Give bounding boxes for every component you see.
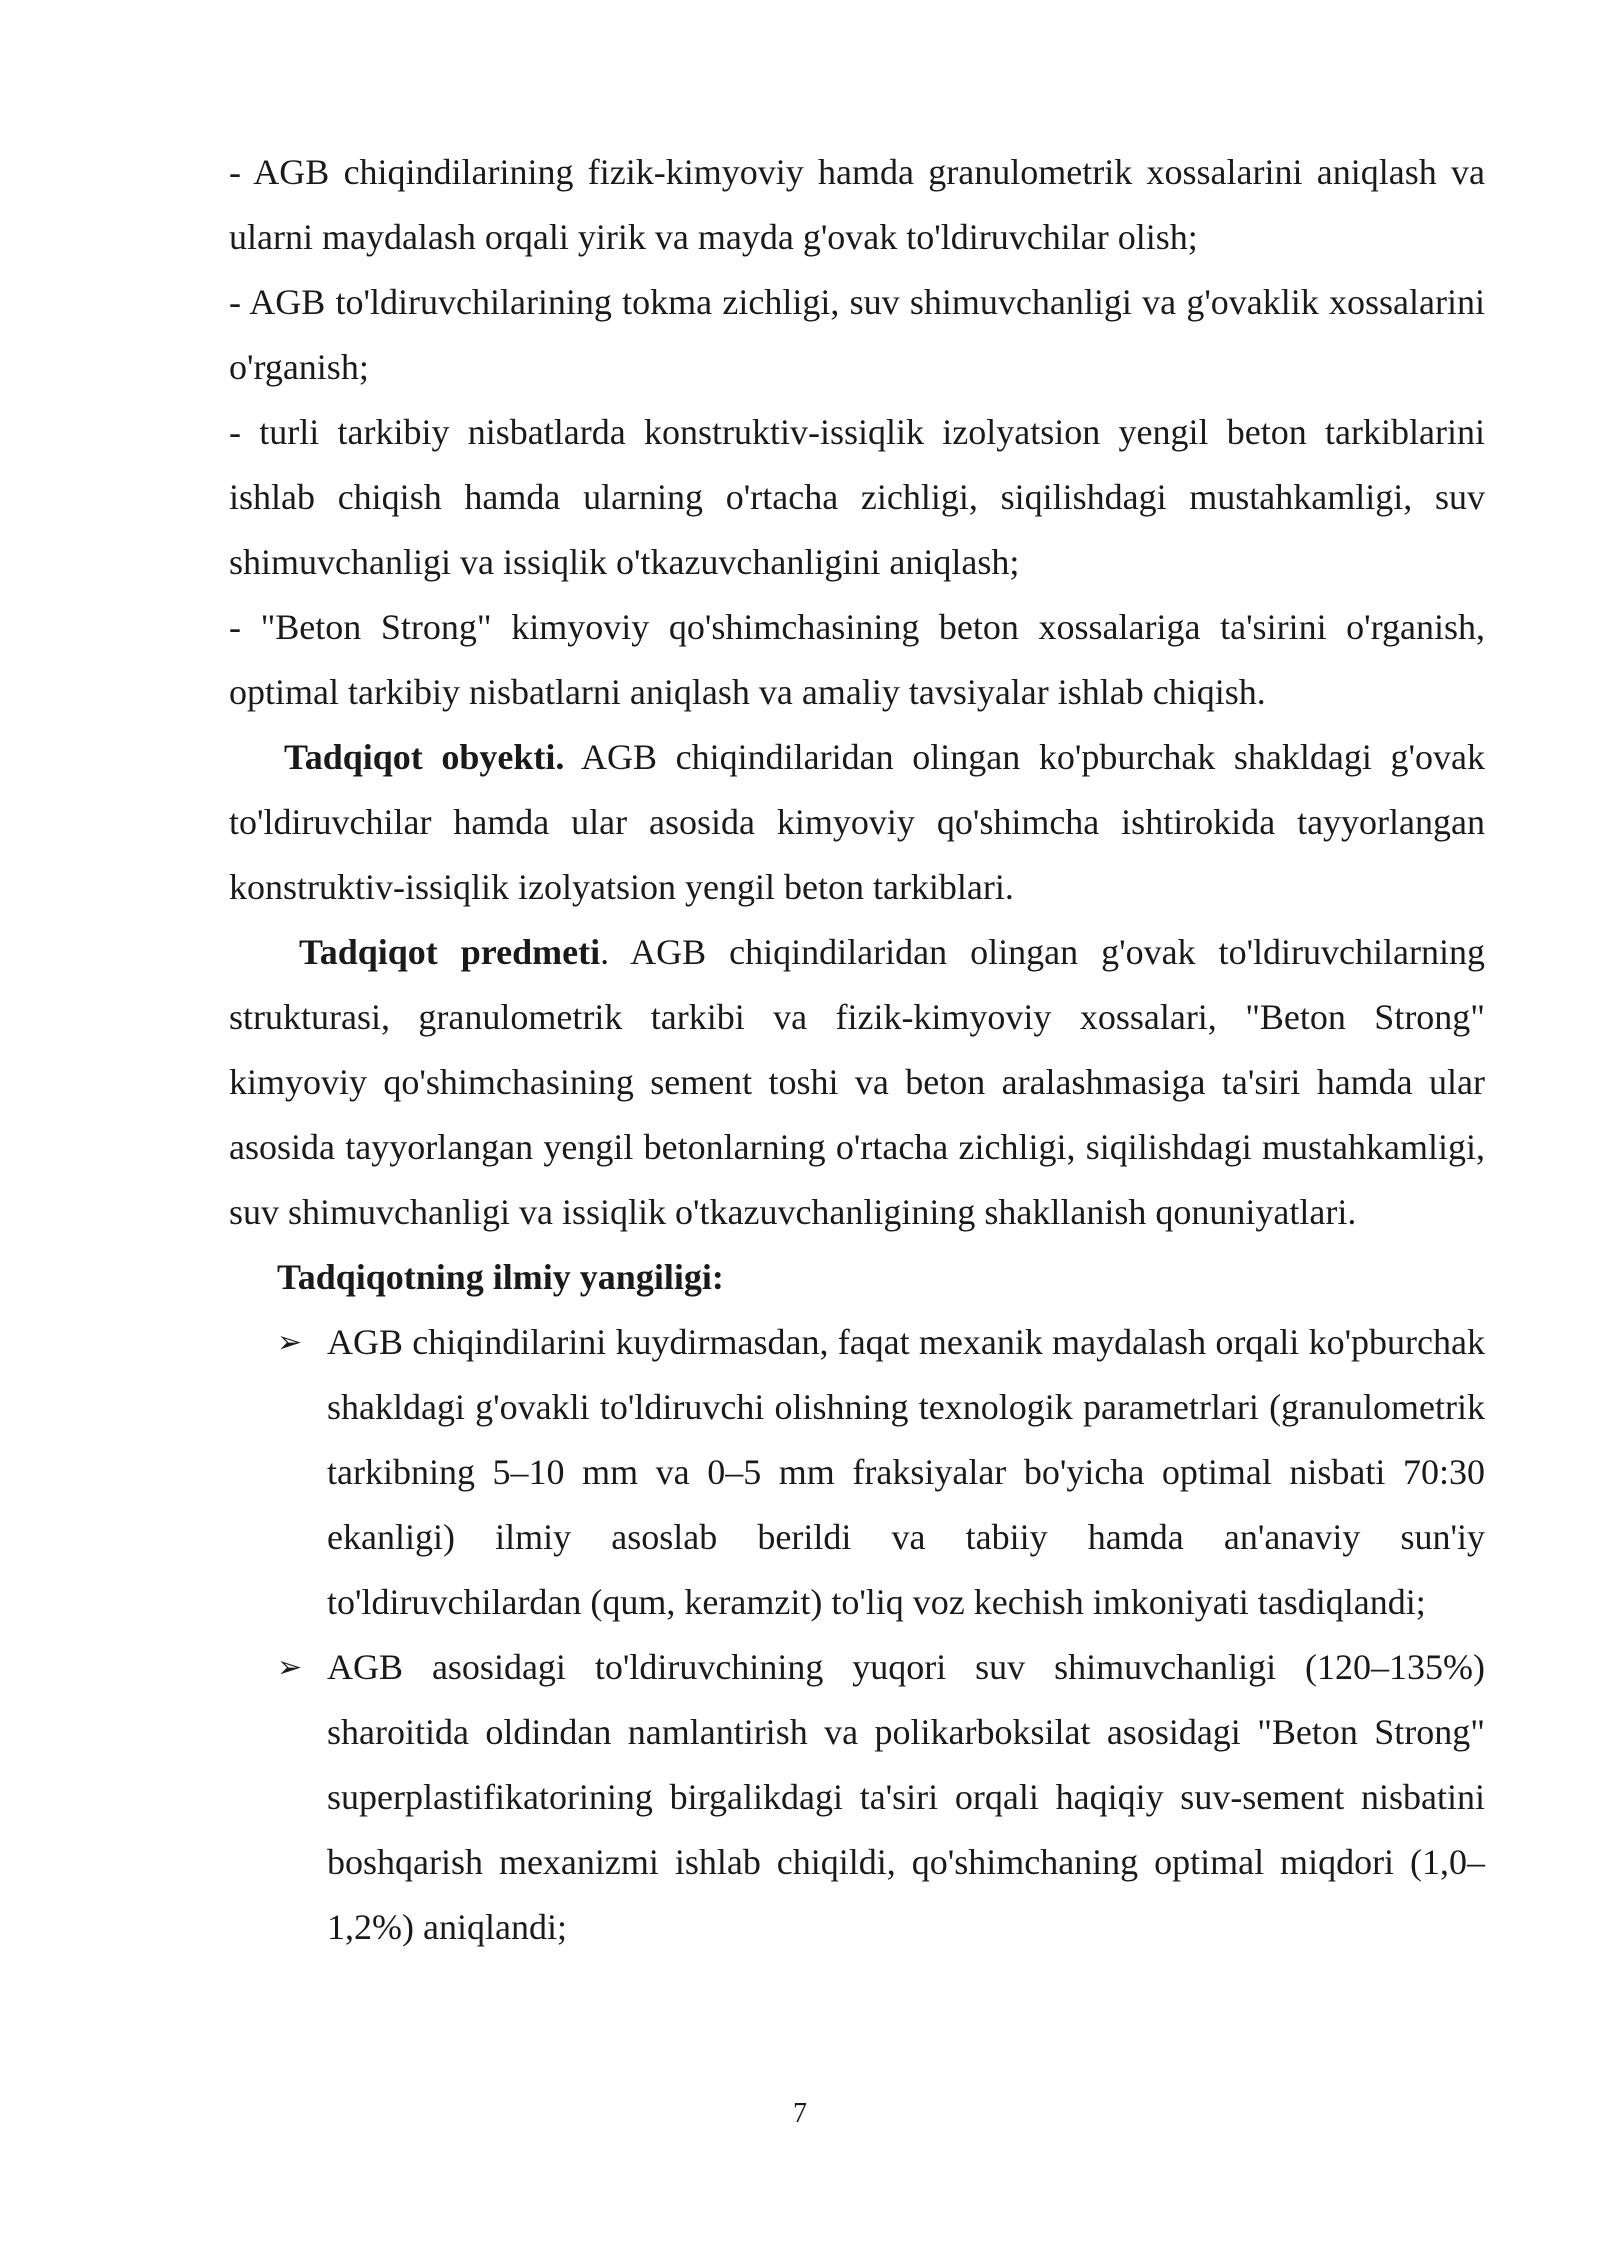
novelty-item-text: AGB asosidagi to'ldiruvchining yuqori suv shimuvchanligi (120–135%) sharoitida oldindan namlantirish va polikarboksilat asosidagi "Beton Strong" superplastifikatorining birgalikdagi ta'siri orqali haqiqiy suv-sement nisbatini boshqarish mexanizmi ishlab chiqildi, qo'shimchaning optimal miqdori (1,0–1,2%) aniqlandi; bbox=[327, 1647, 1485, 1947]
document-page bbox=[229, 140, 1485, 1960]
novelty-item-1 bbox=[229, 1310, 1485, 1635]
page-number: 7 bbox=[793, 2098, 807, 2129]
research-object-paragraph bbox=[229, 725, 1485, 920]
task-item-3: - turli tarkibiy nisbatlarda konstruktiv-issiqlik izolyatsion yengil beton tarkiblarini ishlab chiqish hamda ularning o'rtacha zichligi, siqilishdagi mustahkamligi, suv shimuvchanligi va issiqlik o'tkazuvchanligini aniqlash; bbox=[229, 412, 1485, 582]
research-object-label: Tadqiqot obyekti. bbox=[284, 737, 565, 777]
arrow-bullet-icon: ➢ bbox=[277, 1650, 303, 1685]
novelty-heading: Tadqiqotning ilmiy yangiligi: bbox=[277, 1257, 724, 1297]
task-item-4: - "Beton Strong" kimyoviy qo'shimchasining beton xossalariga ta'sirini o'rganish, optimal tarkibiy nisbatlarni aniqlash va amaliy tavsiyalar ishlab chiqish. bbox=[229, 607, 1485, 712]
novelty-item-text: AGB chiqindilarini kuydirmasdan, faqat mexanik maydalash orqali ko'pburchak shakldagi g'ovakli to'ldiruvchi olishning texnologik parametrlari (granulometrik tarkibning 5–10 mm va 0–5 mm fraksiyalar bo'yicha optimal nisbati 70:30 ekanligi) ilmiy asoslab berildi va tabiiy hamda an'anaviy sun'iy to'ldiruvchilardan (qum, keramzit) to'liq voz kechish imkoniyati tasdiqlandi; bbox=[327, 1322, 1485, 1622]
task-item-1: - AGB chiqindilarining fizik-kimyoviy hamda granulometrik xossalarini aniqlash va ularni maydalash orqali yirik va mayda g'ovak to'ldiruvchilar olish; bbox=[229, 152, 1485, 257]
novelty-list bbox=[229, 1310, 1485, 1960]
task-item-2: - AGB to'ldiruvchilarining tokma zichligi, suv shimuvchanligi va g'ovaklik xossalarini o'rganish; bbox=[229, 282, 1485, 387]
arrow-bullet-icon: ➢ bbox=[277, 1325, 303, 1360]
research-subject-paragraph bbox=[229, 920, 1485, 1245]
research-object-text: AGB chiqindilaridan olingan ko'pburchak shakldagi g'ovak to'ldiruvchilar hamda ular asosida kimyoviy qo'shimcha ishtirokida tayyorlangan konstruktiv-issiqlik izolyatsion yengil beton tarkiblari. bbox=[229, 737, 1485, 907]
novelty-item-2 bbox=[229, 1635, 1485, 1960]
research-subject-text: . AGB chiqindilaridan olingan g'ovak to'ldiruvchilarning strukturasi, granulometrik tarkibi va fizik-kimyoviy xossalari, "Beton Strong" kimyoviy qo'shimchasining sement toshi va beton aralashmasiga ta'siri hamda ular asosida tayyorlangan yengil betonlarning o'rtacha zichligi, siqilishdagi mustahkamligi, suv shimuvchanligi va issiqlik o'tkazuvchanligining shakllanish qonuniyatlari. bbox=[229, 932, 1485, 1232]
research-subject-label: Tadqiqot predmeti bbox=[299, 932, 601, 972]
